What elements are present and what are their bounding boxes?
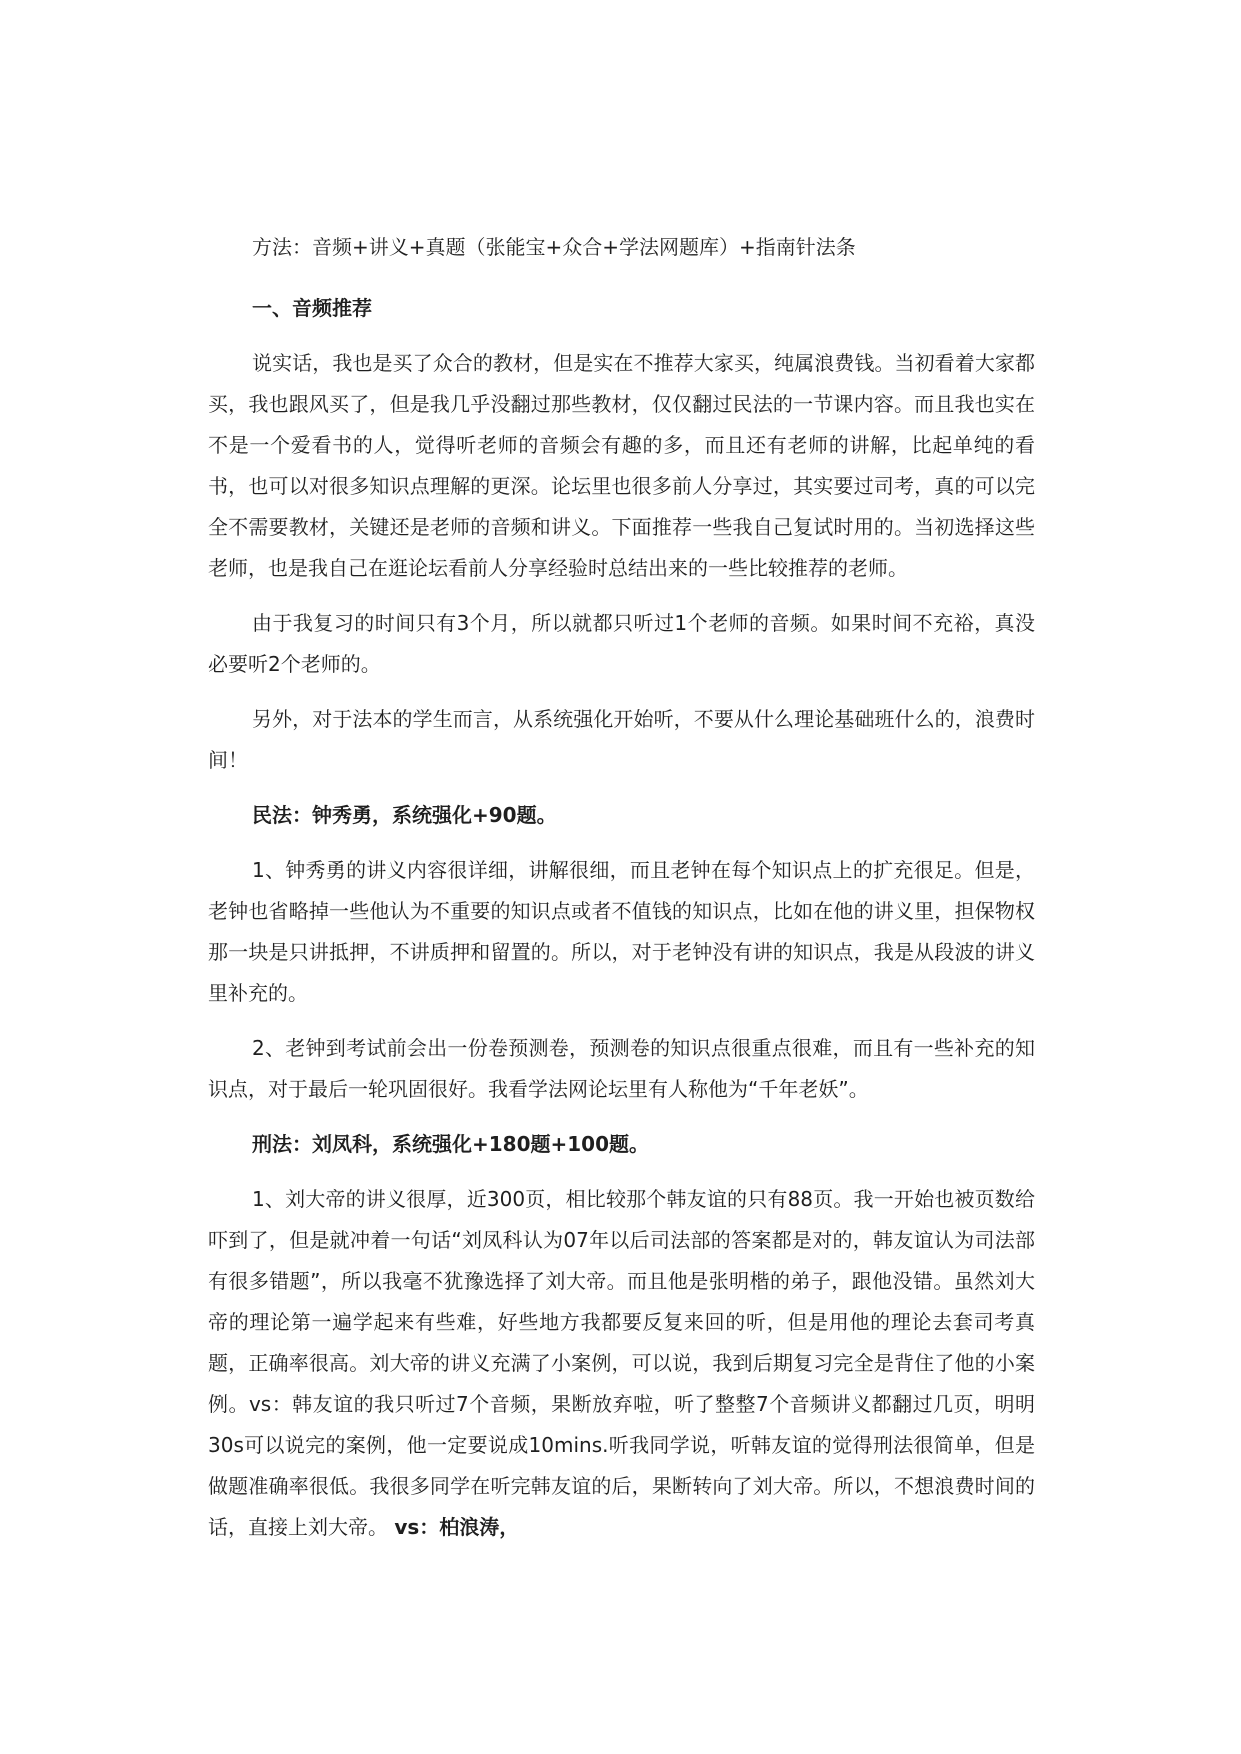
time-paragraph: 由于我复习的时间只有3个月，所以就都只听过1个老师的音频。如果时间不充裕，真没必要听2个老师的。 (208, 611, 1035, 676)
criminal-law-point-1-text: 1、刘大帝的讲义很厚，近300页，相比较那个韩友谊的只有88页。我一开始也被页数给吓到了，但是就冲着一句话“刘凤科认为07年以后司法部的答案都是对的，韩友谊认为司法部有很多错题”，所以我毫不犹豫选择了刘大帝。而且他是张明楷的弟子，跟他没错。虽然刘大帝的理论第一遍学起来有些难，好些地方我都要反复来回的听，但是用他的理论去套司考真题，正确率很高。刘大帝的讲义充满了小案例，可以说，我到后期复习完全是背住了他的小案例。vs：韩友谊的我只听过7个音频，果断放弃啦，听了整整7个音频讲义都翻过几页，明明30s可以说完的案例，他一定要说成10mins.听我同学说，听韩友谊的觉得刑法很简单，但是做题准确率很低。我很多同学在听完韩友谊的后，果断转向了刘大帝。所以，不想浪费时间的话，直接上刘大帝。 (208, 1187, 1035, 1539)
civil-law-heading: 民法：钟秀勇，系统强化+90题。 (252, 803, 557, 827)
civil-law-point-1: 1、钟秀勇的讲义内容很详细，讲解很细，而且老钟在每个知识点上的扩充很足。但是，老钟也省略掉一些他认为不重要的知识点或者不值钱的知识点，比如在他的讲义里，担保物权那一块是只讲抵押，不讲质押和留置的。所以，对于老钟没有讲的知识点，我是从段波的讲义里补充的。 (208, 858, 1035, 1005)
method-line: 方法：音频+讲义+真题（张能宝+众合+学法网题库）+指南针法条 (252, 235, 856, 259)
criminal-law-point-1 (208, 1179, 1035, 1548)
article-body (208, 227, 1035, 1562)
section-heading-audio: 一、音频推荐 (252, 296, 372, 320)
law-student-paragraph: 另外，对于法本的学生而言，从系统强化开始听，不要从什么理论基础班什么的，浪费时间！ (208, 707, 1035, 772)
criminal-law-heading: 刑法：刘凤科，系统强化+180题+100题。 (252, 1132, 650, 1156)
civil-law-point-2: 2、老钟到考试前会出一份卷预测卷，预测卷的知识点很重点很难，而且有一些补充的知识点，对于最后一轮巩固很好。我看学法网论坛里有人称他为“千年老妖”。 (208, 1036, 1035, 1101)
criminal-law-point-1-tail: vs：柏浪涛， (394, 1515, 520, 1539)
intro-paragraph: 说实话，我也是买了众合的教材，但是实在不推荐大家买，纯属浪费钱。当初看着大家都买，我也跟风买了，但是我几乎没翻过那些教材，仅仅翻过民法的一节课内容。而且我也实在不是一个爱看书的人，觉得听老师的音频会有趣的多，而且还有老师的讲解，比起单纯的看书，也可以对很多知识点理解的更深。论坛里也很多前人分享过，其实要过司考，真的可以完全不需要教材，关键还是老师的音频和讲义。下面推荐一些我自己复试时用的。当初选择这些老师，也是我自己在逛论坛看前人分享经验时总结出来的一些比较推荐的老师。 (208, 351, 1035, 580)
